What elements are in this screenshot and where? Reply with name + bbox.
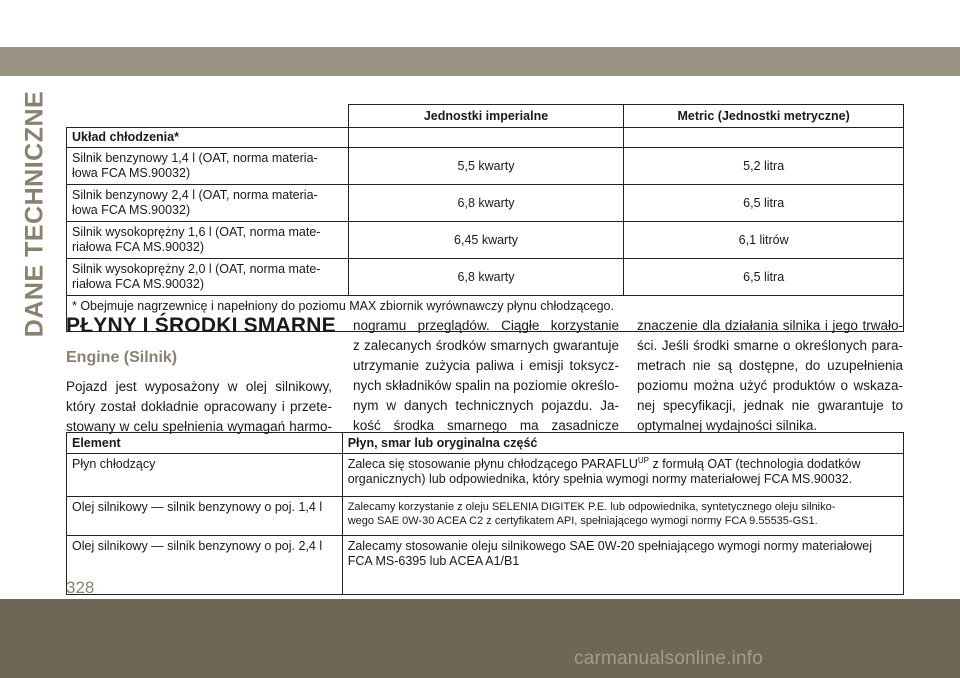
- engine-line: łowa FCA MS.90032): [72, 166, 191, 180]
- body-text-column-3: [637, 316, 903, 436]
- spec-cell: [342, 536, 903, 595]
- table-header-row: [67, 433, 904, 454]
- imperial-value: 6,8 kwarty: [348, 259, 624, 296]
- engine-line: Silnik benzynowy 1,4 l (OAT, norma materia-: [72, 151, 318, 165]
- element-cell: Płyn chłodzący: [67, 454, 343, 497]
- text-line: utrzymanie zużycia paliwa i emisji toksycz-: [353, 358, 619, 373]
- text-line: poziomu można użyć produktów o wskaza-: [637, 378, 903, 393]
- engine-cell: [67, 259, 349, 296]
- table-row: [67, 497, 904, 536]
- table-row: [67, 148, 904, 185]
- text-line: który został dokładnie opracowany i przete-: [66, 399, 332, 414]
- watermark-text[interactable]: carmanualsonline.info: [574, 648, 764, 669]
- table-header-row: [67, 105, 904, 128]
- footer-bar: [0, 599, 960, 629]
- imperial-value: 5,5 kwarty: [348, 148, 624, 185]
- text-line: nych składników spalin na poziomie określo-: [353, 378, 619, 393]
- table-row: [67, 259, 904, 296]
- header-element: Element: [67, 433, 343, 454]
- empty-cell: [348, 128, 624, 148]
- engine-line: Silnik benzynowy 2,4 l (OAT, norma materia-: [72, 188, 318, 202]
- spec-text: Zaleca się stosowanie płynu chłodzącego PARAFLU: [347, 457, 638, 471]
- body-text-column-1: [66, 377, 332, 437]
- page-number: 328: [66, 578, 95, 597]
- footnote: * Obejmuje nagrzewnicę i napełniony do poziomu MAX zbiornik wyrównawczy płynu chłodzącego.: [67, 296, 904, 332]
- spec-text: wego SAE 0W-30 ACEA C2 z certyfikatem API, spełniającego wymogi normy FCA 9.55535-GS1.: [347, 515, 818, 527]
- spec-text: organicznych) lub odpowiednika, który spełnia wymogi normy materiałowej FCA MS.90032.: [347, 472, 853, 486]
- imperial-value: 6,45 kwarty: [348, 222, 624, 259]
- text-line: metrach nie są dostępne, do uzupełnienia: [637, 358, 903, 373]
- spec-text: z formułą OAT (technologia dodatków: [649, 457, 861, 471]
- engine-line: Silnik wysokoprężny 2,0 l (OAT, norma mate-: [72, 262, 321, 276]
- engine-line: riałowa FCA MS.90032): [72, 277, 205, 291]
- metric-value: 6,1 litrów: [624, 222, 904, 259]
- text-line: z zalecanych środków smarnych gwarantuje: [353, 338, 619, 353]
- coolant-capacity-table: [66, 104, 904, 332]
- table-row: [67, 185, 904, 222]
- metric-value: 6,5 litra: [624, 259, 904, 296]
- element-cell: Olej silnikowy — silnik benzynowy o poj. 1,4 l: [67, 497, 343, 536]
- empty-cell: [624, 128, 904, 148]
- table-row: [67, 222, 904, 259]
- text-line: ści. Jeśli środki smarne o określonych para-: [637, 338, 903, 353]
- text-line: stowany w celu spełnienia wymagań harmo-: [66, 419, 332, 434]
- chapter-side-label-text: DANE TECHNICZNE: [20, 90, 49, 338]
- text-line: optymalnej wydajności silnika.: [637, 418, 818, 433]
- engine-line: riałowa FCA MS.90032): [72, 240, 205, 254]
- group-label: Układ chłodzenia*: [67, 128, 349, 148]
- footer-band: [0, 629, 960, 678]
- element-cell: Olej silnikowy — silnik benzynowy o poj. 2,4 l: [67, 536, 343, 595]
- table-row-group: [67, 128, 904, 148]
- spec-text: Zalecamy korzystanie z oleju SELENIA DIGITEK P.E. lub odpowiednika, syntetycznego oleju silniko-: [347, 501, 836, 513]
- text-line: nej specyfikacji, jednak nie gwarantuje to: [637, 398, 903, 413]
- section-subtitle: Engine (Silnik): [66, 349, 178, 366]
- body-text-column-2: [353, 316, 619, 436]
- engine-cell: [67, 222, 349, 259]
- table-row: [67, 536, 904, 595]
- header-cell-blank: [67, 105, 349, 128]
- engine-cell: [67, 148, 349, 185]
- spec-superscript: UP: [637, 455, 650, 465]
- text-line: nogramu przeglądów. Ciągłe korzystanie: [353, 318, 619, 333]
- section-title: PŁYNY I ŚRODKI SMARNE: [66, 314, 336, 337]
- header-metric: Metric (Jednostki metryczne): [624, 105, 904, 128]
- engine-cell: [67, 185, 349, 222]
- text-line: znaczenie dla działania silnika i jego trwało-: [637, 318, 903, 333]
- text-line: kość środka smarnego ma zasadnicze: [353, 418, 619, 433]
- imperial-value: 6,8 kwarty: [348, 185, 624, 222]
- text-line: Pojazd jest wyposażony w olej silnikowy,: [66, 379, 332, 394]
- engine-line: Silnik wysokoprężny 1,6 l (OAT, norma mate-: [72, 225, 321, 239]
- spec-cell: [342, 454, 903, 497]
- header-fluid-spec: Płyn, smar lub oryginalna część: [342, 433, 903, 454]
- table-row: [67, 454, 904, 497]
- spec-text: FCA MS-6395 lub ACEA A1/B1: [347, 554, 520, 568]
- metric-value: 6,5 litra: [624, 185, 904, 222]
- chapter-side-label: [12, 90, 58, 338]
- header-bar: [0, 47, 960, 76]
- header-imperial: Jednostki imperialne: [348, 105, 624, 128]
- fluids-lubricants-table: [66, 432, 904, 595]
- spec-cell: [342, 497, 903, 536]
- spec-text: Zalecamy stosowanie oleju silnikowego SAE 0W-20 spełniającego wymogi normy materiałowej: [347, 539, 873, 553]
- engine-line: łowa FCA MS.90032): [72, 203, 191, 217]
- text-line: nym w danych technicznych pojazdu. Ja-: [353, 398, 619, 413]
- metric-value: 5,2 litra: [624, 148, 904, 185]
